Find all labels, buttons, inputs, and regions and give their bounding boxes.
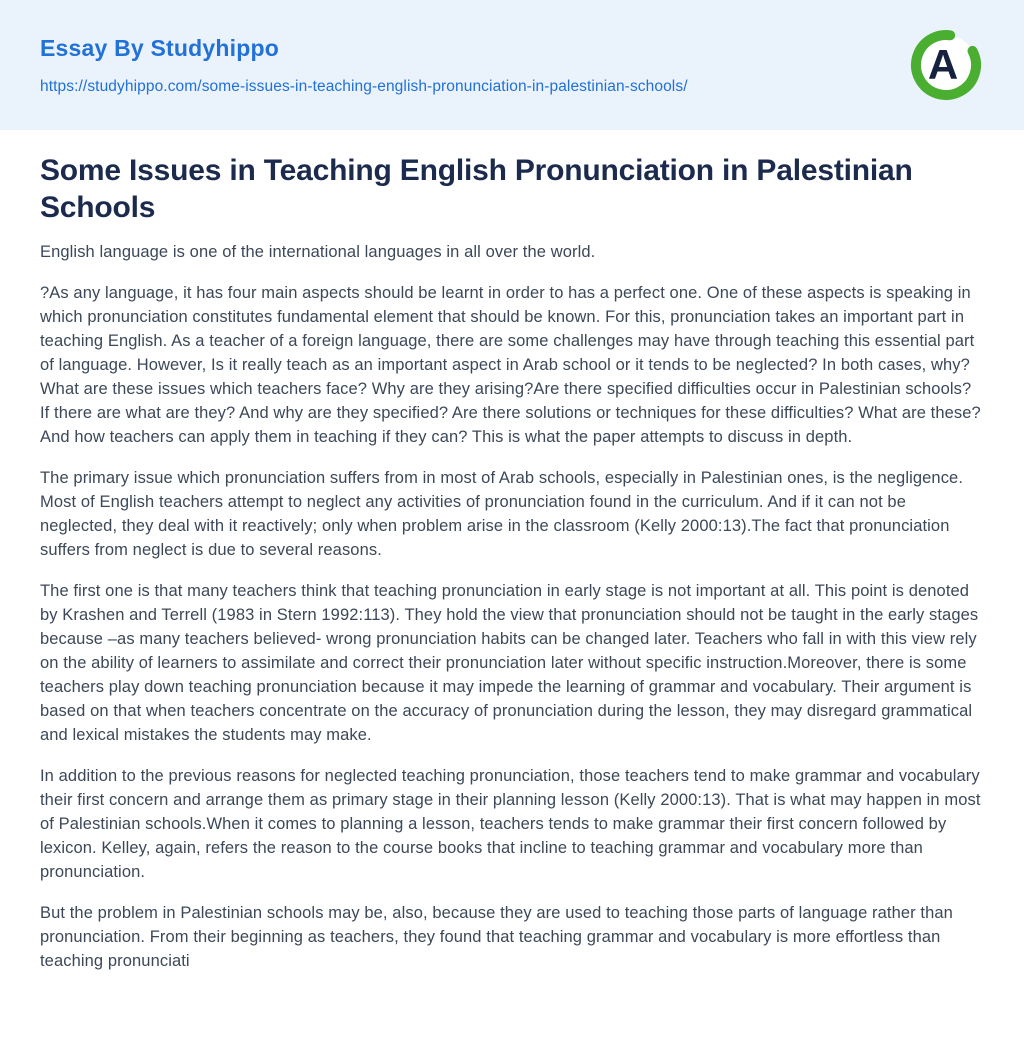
paragraph-5: In addition to the previous reasons for neglected teaching pronunciation, those teachers tend to make grammar and vocabulary their first concern and arrange them as primary stage in their planning lesson (Kelly 2000:13). That is what may happen in most of Palestinian schools.When it comes to planning a lesson, teachers tends to make grammar their first concern followed by lexicon. Kelley, again, refers the reason to the course books that incline to teaching grammar and vocabulary more than pronunciation.	[40, 767, 981, 881]
paragraph-1: English language is one of the international languages in all over the world.	[40, 243, 596, 261]
page-title: Some Issues in Teaching English Pronunciation in Palestinian Schools	[40, 154, 913, 224]
logo-letter: A	[927, 41, 959, 88]
source-url-link[interactable]: https://studyhippo.com/some-issues-in-teaching-english-pronunciation-in-palestinian-schools/	[40, 77, 688, 95]
studyhippo-logo-icon	[908, 27, 984, 103]
paragraph-3: The primary issue which pronunciation suffers from in most of Arab schools, especially in Palestinian ones, is the negligence. Most of English teachers attempt to neglect any activities of pronunciation found in the curriculum. And if it can not be neglected, they deal with it reactively; only when problem arise in the classroom (Kelly 2000:13).The fact that pronunciation suffers from neglect is due to several reasons.	[40, 469, 964, 559]
essay-article	[0, 130, 1024, 1030]
page-header	[0, 0, 1024, 130]
paragraph-4: The first one is that many teachers think that teaching pronunciation in early stage is not important at all. This point is denoted by Krashen and Terrell (1983 in Stern 1992:113). They hold the view that pronunciation should not be taught in the early stages because –as many teachers believed- wrong pronunciation habits can be changed later. Teachers who fall in with this view rely on the ability of learners to assimilate and correct their pronunciation later without specific instruction.Moreover, there is some teachers play down teaching pronunciation because it may impede the learning of grammar and vocabulary. Their argument is based on that when teachers concentrate on the accuracy of pronunciation during the lesson, they may disregard grammatical and lexical mistakes the students may make.	[40, 582, 979, 744]
paragraph-6: But the problem in Palestinian schools may be, also, because they are used to teaching those parts of language rather than pronunciation. From their beginning as teachers, they found that teaching grammar and vocabulary is more effortless than teaching pronunciati	[40, 904, 953, 970]
header-text-block	[40, 35, 688, 96]
studyhippo-logo[interactable]	[908, 27, 984, 103]
site-title: Essay By Studyhippo	[40, 34, 279, 61]
paragraph-2: ?As any language, it has four main aspects should be learnt in order to has a perfect one. One of these aspects is speaking in which pronunciation constitutes fundamental element that should be known. For this, pronunciation takes an important part in teaching English. As a teacher of a foreign language, there are some challenges may have through teaching this essential part of language. However, Is it really teach as an important aspect in Arab school or it tends to be neglected? In both cases, why? What are these issues which teachers face? Why are they arising?Are there specified difficulties occur in Palestinian schools? If there are what are they? And why are they specified? Are there solutions or techniques for these difficulties? What are these? And how teachers can apply them in teaching if they can? This is what the paper attempts to discuss in depth.	[40, 284, 981, 446]
